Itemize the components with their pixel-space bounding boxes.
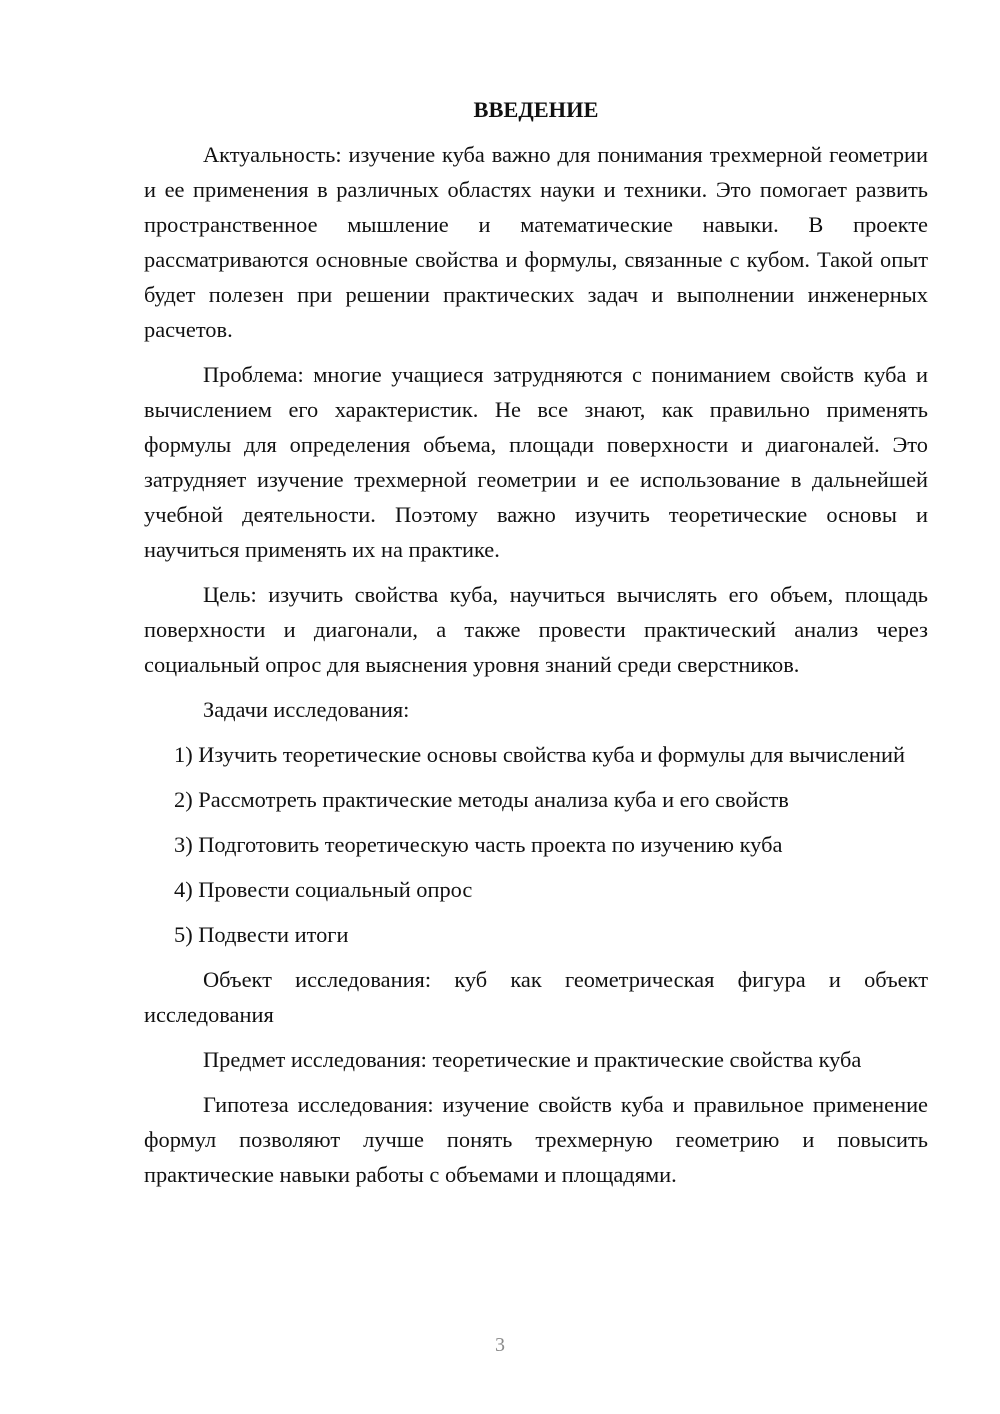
- list-item: 5) Подвести итоги: [174, 922, 349, 947]
- document-page: [144, 92, 928, 1202]
- page-title: ВВЕДЕНИЕ: [473, 97, 599, 122]
- tasks-heading: Задачи исследования:: [203, 697, 410, 722]
- subject-paragraph: Предмет исследования: теоретические и практические свойства куба: [203, 1047, 862, 1072]
- goal-paragraph: Цель: изучить свойства куба, научиться вычислять его объем, площадь поверхности и диагонали, а также провести практический анализ через социальный опрос для выяснения уровня знаний среди сверстников.: [144, 582, 928, 677]
- page-number: 3: [495, 1334, 505, 1356]
- object-paragraph: Объект исследования: куб как геометрическая фигура и объект исследования: [144, 967, 928, 1027]
- list-item: 4) Провести социальный опрос: [174, 877, 473, 902]
- relevance-paragraph: Актуальность: изучение куба важно для понимания трехмерной геометрии и ее применения в различных областях науки и техники. Это помогает развить пространственное мышление и математические навыки. В проекте рассматриваются основные свойства и формулы, связанные с кубом. Такой опыт будет полезен при решении практических задач и выполнении инженерных расчетов.: [144, 142, 928, 342]
- list-item: 1) Изучить теоретические основы свойства куба и формулы для вычислений: [174, 742, 905, 767]
- hypothesis-paragraph: Гипотеза исследования: изучение свойств куба и правильное применение формул позволяют лучше понять трехмерную геометрию и повысить практические навыки работы с объемами и площадями.: [144, 1092, 928, 1187]
- list-item: 2) Рассмотреть практические методы анализа куба и его свойств: [174, 787, 789, 812]
- problem-paragraph: Проблема: многие учащиеся затрудняются с пониманием свойств куба и вычислением его характеристик. Не все знают, как правильно применять формулы для определения объема, площади поверхности и диагоналей. Это затрудняет изучение трехмерной геометрии и ее использование в дальнейшей учебной деятельности. Поэтому важно изучить теоретические основы и научиться применять их на практике.: [144, 362, 928, 562]
- list-item: 3) Подготовить теоретическую часть проекта по изучению куба: [174, 832, 783, 857]
- tasks-list: [144, 737, 928, 952]
